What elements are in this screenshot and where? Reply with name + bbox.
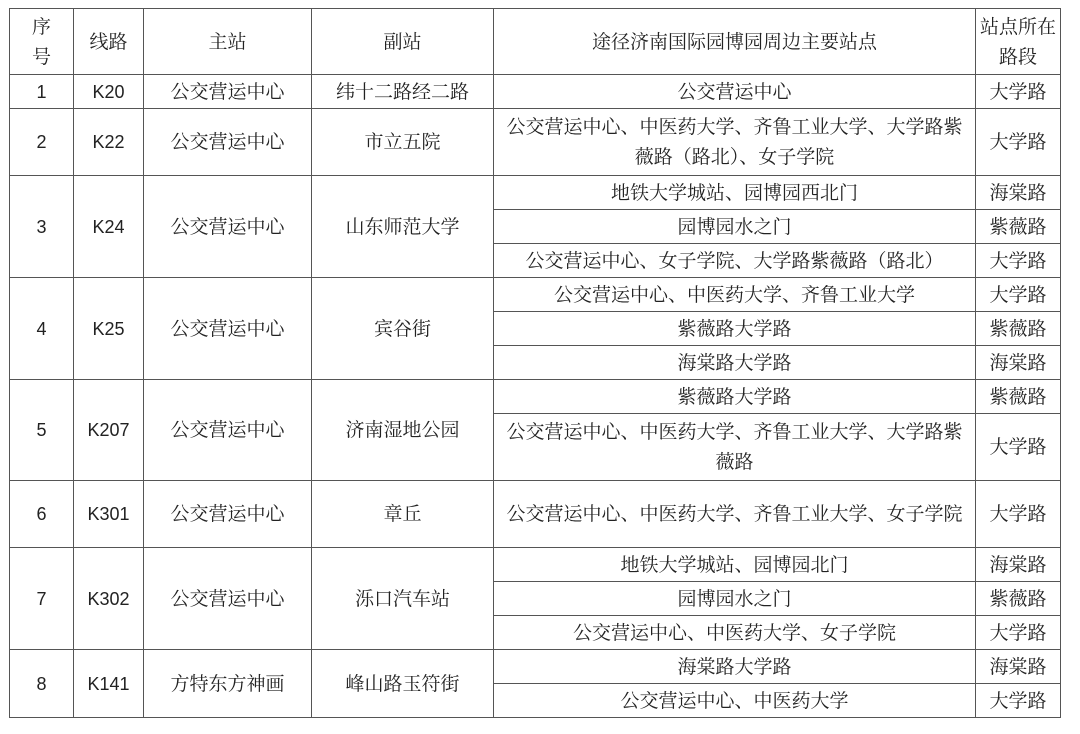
route-stops: 紫薇路大学路 <box>494 312 976 346</box>
route-no: 1 <box>10 75 74 109</box>
header-line: 线路 <box>74 9 144 75</box>
route-road: 海棠路 <box>976 548 1061 582</box>
route-road: 海棠路 <box>976 176 1061 210</box>
header-main-station: 主站 <box>144 9 312 75</box>
route-no: 6 <box>10 481 74 548</box>
route-road: 大学路 <box>976 616 1061 650</box>
header-no: 序号 <box>10 9 74 75</box>
route-sub-station: 章丘 <box>312 481 494 548</box>
route-stops: 公交营运中心、中医药大学、齐鲁工业大学、大学路紫薇路 <box>494 414 976 481</box>
header-stops: 途径济南国际园博园周边主要站点 <box>494 9 976 75</box>
route-no: 5 <box>10 380 74 481</box>
table-row <box>10 380 1061 414</box>
route-sub-station: 纬十二路经二路 <box>312 75 494 109</box>
route-no: 8 <box>10 650 74 718</box>
route-road: 海棠路 <box>976 650 1061 684</box>
table-row <box>10 75 1061 109</box>
route-line: K141 <box>74 650 144 718</box>
table-header-row <box>10 9 1061 75</box>
route-road: 紫薇路 <box>976 312 1061 346</box>
route-no: 3 <box>10 176 74 278</box>
route-stops: 海棠路大学路 <box>494 346 976 380</box>
route-line: K22 <box>74 109 144 176</box>
route-stops: 紫薇路大学路 <box>494 380 976 414</box>
route-sub-station: 济南湿地公园 <box>312 380 494 481</box>
route-main-station: 公交营运中心 <box>144 75 312 109</box>
table-row <box>10 481 1061 548</box>
route-stops: 公交营运中心、中医药大学、齐鲁工业大学、女子学院 <box>494 481 976 548</box>
route-stops: 园博园水之门 <box>494 210 976 244</box>
route-stops: 公交营运中心、中医药大学、齐鲁工业大学、大学路紫薇路（路北）、女子学院 <box>494 109 976 176</box>
route-main-station: 公交营运中心 <box>144 278 312 380</box>
route-stops: 地铁大学城站、园博园西北门 <box>494 176 976 210</box>
route-main-station: 公交营运中心 <box>144 380 312 481</box>
route-sub-station: 市立五院 <box>312 109 494 176</box>
route-line: K301 <box>74 481 144 548</box>
route-main-station: 公交营运中心 <box>144 548 312 650</box>
header-sub-station: 副站 <box>312 9 494 75</box>
route-sub-station: 山东师范大学 <box>312 176 494 278</box>
route-line: K25 <box>74 278 144 380</box>
route-line: K20 <box>74 75 144 109</box>
route-road: 紫薇路 <box>976 380 1061 414</box>
route-stops: 公交营运中心、中医药大学、女子学院 <box>494 616 976 650</box>
route-stops: 公交营运中心、女子学院、大学路紫薇路（路北） <box>494 244 976 278</box>
route-sub-station: 泺口汽车站 <box>312 548 494 650</box>
route-sub-station: 峰山路玉符街 <box>312 650 494 718</box>
route-road: 大学路 <box>976 109 1061 176</box>
route-stops: 公交营运中心、中医药大学、齐鲁工业大学 <box>494 278 976 312</box>
route-main-station: 公交营运中心 <box>144 109 312 176</box>
table-row <box>10 548 1061 582</box>
route-road: 大学路 <box>976 278 1061 312</box>
route-line: K24 <box>74 176 144 278</box>
route-main-station: 方特东方神画 <box>144 650 312 718</box>
header-road-section: 站点所在路段 <box>976 9 1061 75</box>
route-stops: 园博园水之门 <box>494 582 976 616</box>
route-road: 紫薇路 <box>976 582 1061 616</box>
route-no: 4 <box>10 278 74 380</box>
table-row <box>10 176 1061 210</box>
route-road: 大学路 <box>976 244 1061 278</box>
route-main-station: 公交营运中心 <box>144 176 312 278</box>
route-line: K302 <box>74 548 144 650</box>
route-stops: 公交营运中心 <box>494 75 976 109</box>
route-road: 大学路 <box>976 414 1061 481</box>
table-row <box>10 278 1061 312</box>
route-main-station: 公交营运中心 <box>144 481 312 548</box>
route-road: 大学路 <box>976 684 1061 718</box>
table-row <box>10 650 1061 684</box>
route-stops: 公交营运中心、中医药大学 <box>494 684 976 718</box>
route-no: 2 <box>10 109 74 176</box>
route-stops: 地铁大学城站、园博园北门 <box>494 548 976 582</box>
route-road: 大学路 <box>976 75 1061 109</box>
route-line: K207 <box>74 380 144 481</box>
bus-routes-table <box>9 8 1061 718</box>
route-road: 海棠路 <box>976 346 1061 380</box>
route-no: 7 <box>10 548 74 650</box>
route-sub-station: 宾谷街 <box>312 278 494 380</box>
route-road: 大学路 <box>976 481 1061 548</box>
table-row <box>10 109 1061 176</box>
route-stops: 海棠路大学路 <box>494 650 976 684</box>
route-road: 紫薇路 <box>976 210 1061 244</box>
